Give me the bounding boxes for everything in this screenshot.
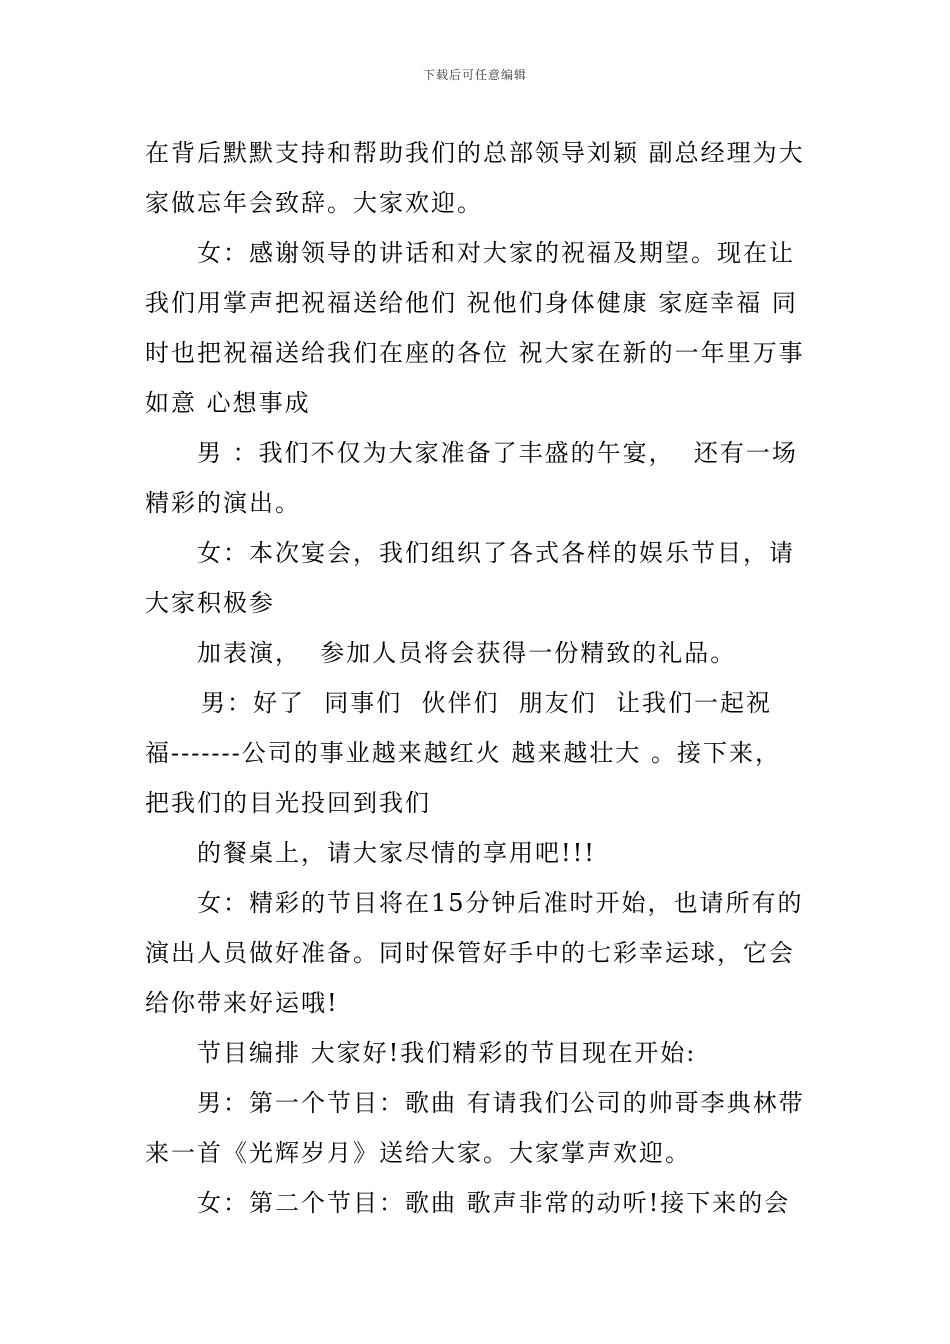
text-line: 的餐桌上，请大家尽情的享用吧!!!: [197, 839, 596, 867]
text-line: 福-------公司的事业越来越红火 越来越壮大 。接下来，: [145, 739, 782, 767]
text-line: 来一首《光辉岁月》送给大家。大家掌声欢迎。: [145, 1139, 691, 1167]
text-line: 男 ：我们不仅为大家准备了丰盛的午宴， 还有一场: [197, 439, 798, 467]
text-line: 加表演， 参加人员将会获得一份精致的礼品。: [197, 639, 737, 667]
text-line: 我们用掌声把祝福送给他们 祝他们身体健康 家庭幸福 同: [145, 289, 798, 317]
document-body: [145, 128, 810, 1228]
text-line: 演出人员做好准备。同时保管好手中的七彩幸运球，它会: [145, 939, 795, 967]
text-line: 在背后默默支持和帮助我们的总部领导刘颖 副总经理为大: [145, 139, 805, 167]
text-line: 大家积极参: [145, 589, 275, 617]
text-line: 男：好了 同事们 伙伴们 朋友们 让我们一起祝: [201, 689, 773, 717]
text-line: 节目编排 大家好!我们精彩的节目现在开始:: [197, 1039, 697, 1067]
text-line: 女：感谢领导的讲话和对大家的祝福及期望。现在让: [197, 239, 795, 267]
text-line: 男：第一个节目：歌曲 有请我们公司的帅哥李典林带: [197, 1089, 805, 1117]
text-line: 把我们的目光投回到我们: [145, 789, 431, 817]
text-line: 女：本次宴会，我们组织了各式各样的娱乐节目，请: [197, 539, 795, 567]
text-line: 女：精彩的节目将在15分钟后准时开始，也请所有的: [197, 889, 804, 917]
text-line: 女：第二个节目：歌曲 歌声非常的动听!接下来的会: [197, 1189, 791, 1217]
text-line: 精彩的演出。: [145, 489, 301, 517]
text-line: 给你带来好运哦!: [145, 989, 339, 1017]
page-header: 下载后可任意编辑: [422, 68, 527, 82]
text-line: 时也把祝福送给我们在座的各位 祝大家在新的一年里万事: [145, 339, 805, 367]
text-line: 如意 心想事成: [145, 389, 311, 417]
text-line: 家做忘年会致辞。大家欢迎。: [145, 189, 483, 217]
